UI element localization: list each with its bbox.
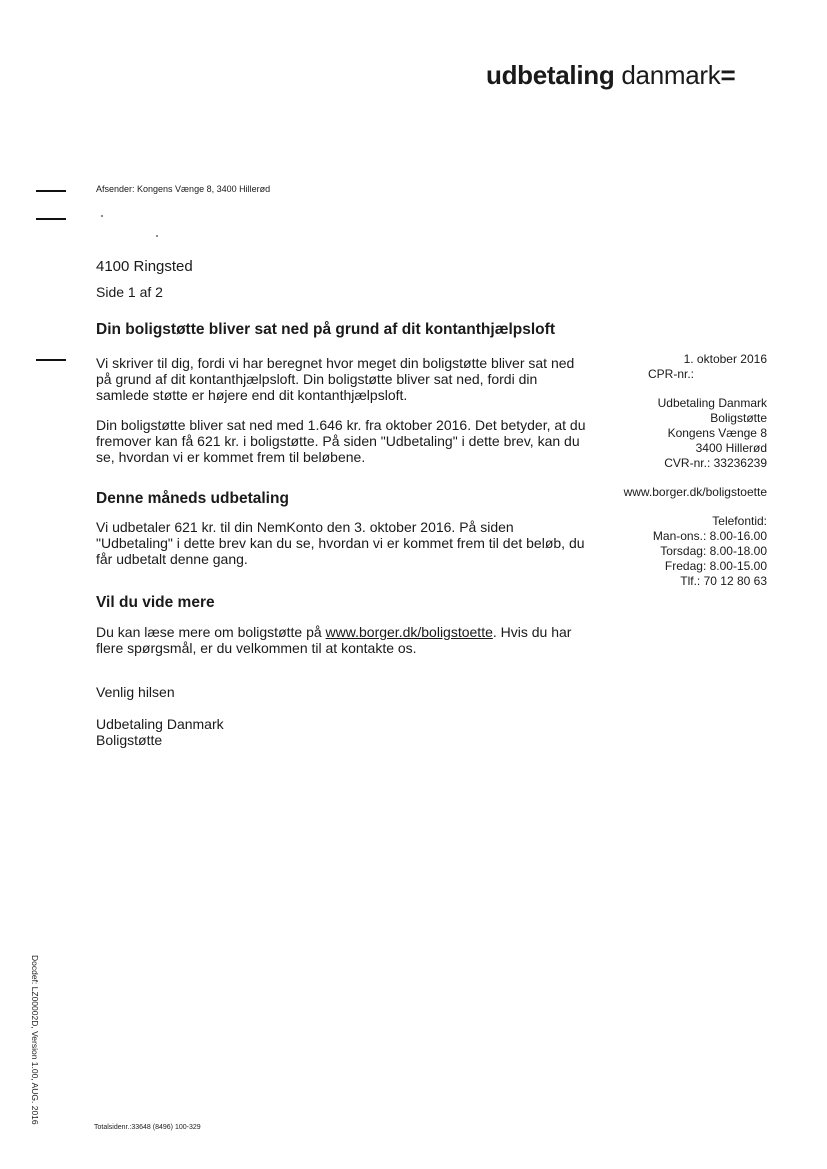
letter-heading: Din boligstøtte bliver sat ned på grund af dit kontanthjælpsloft <box>96 321 555 338</box>
borger-link[interactable]: www.borger.dk/boligstoette <box>325 624 493 640</box>
closing-dept: Boligstøtte <box>96 732 163 748</box>
phone-number: Tlf.: 70 12 80 63 <box>680 574 767 588</box>
fold-mark-second <box>36 218 66 220</box>
scan-speck <box>101 215 103 217</box>
closing-greeting: Venlig hilsen <box>96 684 175 700</box>
section-heading-payment: Denne måneds udbetaling <box>96 490 289 507</box>
document-id-vertical: Docdef: LZ00002D, Version 1.00, AUG. 2016 <box>30 955 40 1125</box>
logo-bold-text: udbetaling <box>486 60 615 90</box>
logo-symbol: = <box>720 60 736 90</box>
sidebar-org-block <box>507 396 767 471</box>
phone-hours-fri: Fredag: 8.00-15.00 <box>664 559 767 573</box>
fold-mark-top <box>36 190 66 192</box>
sidebar-street: Kongens Vænge 8 <box>667 426 767 440</box>
letter-date: 1. oktober 2016 <box>683 352 767 366</box>
sidebar-dept: Boligstøtte <box>710 411 767 425</box>
sidebar-date-block <box>507 352 767 382</box>
paragraph-reduction: Din boligstøtte bliver sat ned med 1.646 kr. fra oktober 2016. Det betyder, at du fremover kan få 621 kr. i boligstøtte. På siden "Udbetaling" i dette brev, kan du se, hvordan vi er kommet frem til beløbene. <box>96 417 586 465</box>
paragraph-more-info <box>96 624 586 656</box>
phone-hours-thu: Torsdag: 8.00-18.00 <box>660 544 767 558</box>
sidebar-cvr: CVR-nr.: 33236239 <box>664 456 767 470</box>
sidebar-city: 3400 Hillerød <box>695 441 767 455</box>
logo-light-text: danmark <box>621 60 721 90</box>
recipient-city: 4100 Ringsted <box>96 258 193 275</box>
paragraph-intro: Vi skriver til dig, fordi vi har beregnet hvor meget din boligstøtte bliver sat ned på grund af dit kontanthjælpsloft. Din boligstøtte bliver sat ned, fordi din samlede støtte er højere end dit kontanthjælpsloft. <box>96 355 575 403</box>
page-indicator: Side 1 af 2 <box>96 284 163 300</box>
phone-hours-title: Telefontid: <box>712 514 767 528</box>
sidebar-contact-block <box>507 514 767 589</box>
cpr-label: CPR-nr.: <box>647 367 694 381</box>
more-info-text-before: Du kan læse mere om boligstøtte på <box>96 624 326 640</box>
closing-org: Udbetaling Danmark <box>96 716 224 732</box>
brand-logo <box>486 60 735 91</box>
sidebar-org: Udbetaling Danmark <box>657 396 767 410</box>
footer-page-number: Totalsidenr.:33648 (8496) 100-329 <box>94 1124 201 1131</box>
scan-speck <box>156 235 158 237</box>
section-heading-more-info: Vil du vide mere <box>96 594 215 611</box>
sidebar-web: www.borger.dk/boligstoette <box>623 485 767 499</box>
sender-address: Afsender: Kongens Vænge 8, 3400 Hillerød <box>96 184 271 194</box>
paragraph-payment: Vi udbetaler 621 kr. til din NemKonto den 3. oktober 2016. På siden "Udbetaling" i dette brev kan du se, hvordan vi er kommet frem til det beløb, du får udbetalt denne gang. <box>96 519 585 567</box>
more-info-text-after: . Hvis du har flere spørgsmål, er du velkommen til at kontakte os. <box>96 624 572 656</box>
phone-hours-mon-wed: Man-ons.: 8.00-16.00 <box>652 529 767 543</box>
fold-mark-third <box>36 359 66 361</box>
